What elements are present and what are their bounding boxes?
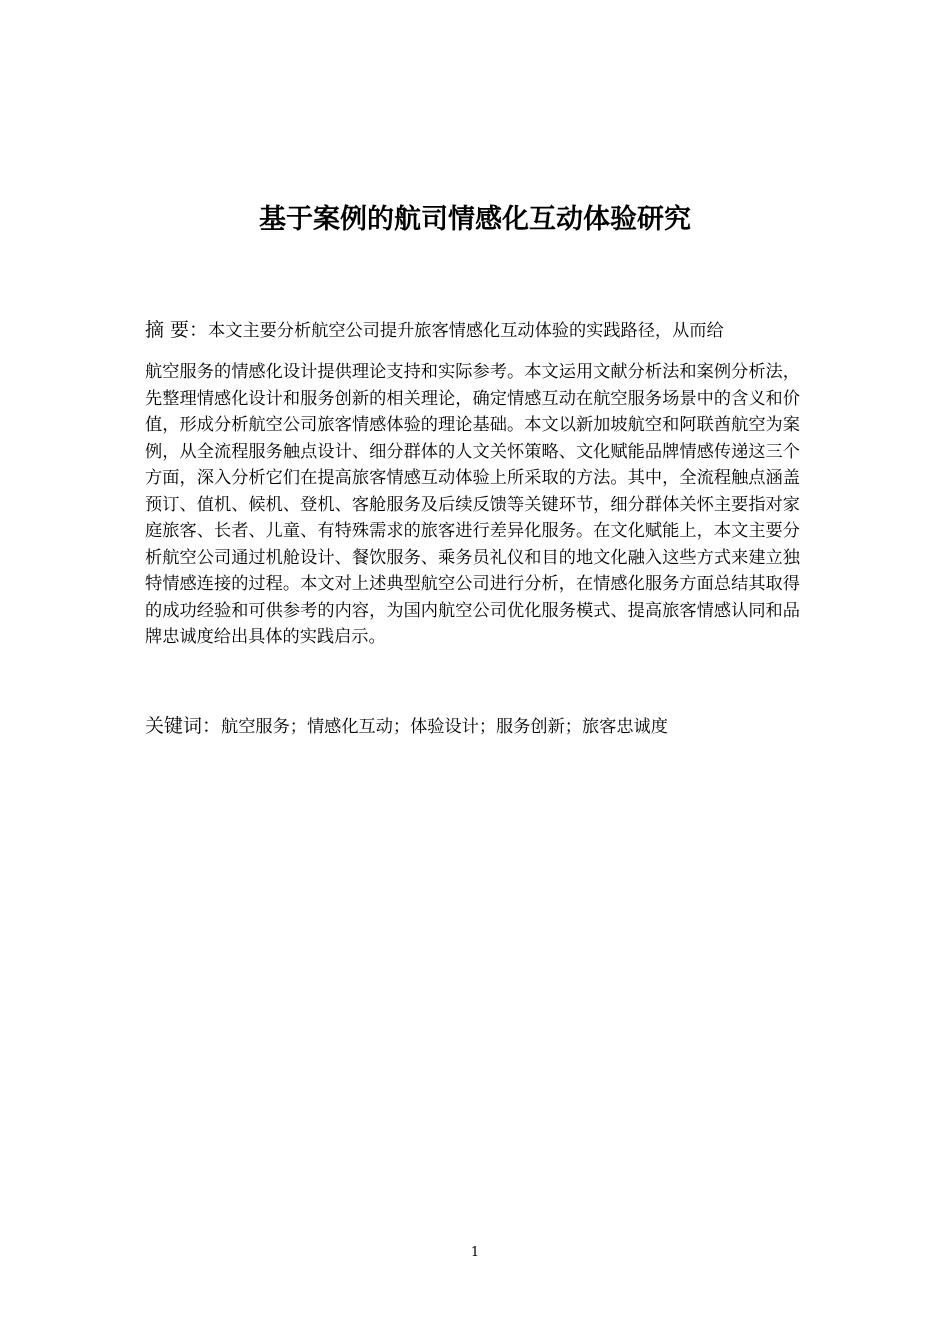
document-title: 基于案例的航司情感化互动体验研究 [259, 204, 691, 235]
page-number: 1 [470, 1245, 480, 1260]
abstract-opening-text: 本文主要分析航空公司提升旅客情感化互动体验的实践路径，从而给 [208, 321, 724, 341]
keywords-section [145, 710, 800, 743]
abstract-label: 摘 要： [145, 319, 209, 341]
abstract-body: 航空服务的情感化设计提供理论支持和实际参考。本文运用文献分析法和案例分析法，先整理情感化设计和服务创新的相关理论，确定情感互动在航空服务场景中的含义和价值，形成分析航空公司旅客情感体验的理论基础。本文以新加坡航空和阿联酋航空为案例，从全流程服务触点设计、细分群体的人文关怀策略、文化赋能品牌情感传递这三个方面，深入分析它们在提高旅客情感互动体验上所采取的方法。其中，全流程触点涵盖预订、值机、候机、登机、客舱服务及后续反馈等关键环节，细分群体关怀主要指对家庭旅客、长者、儿童、有特殊需求的旅客进行差异化服务。在文化赋能上，本文主要分析航空公司通过机舱设计、餐饮服务、乘务员礼仪和目的地文化融入这些方式来建立独特情感连接的过程。本文对上述典型航空公司进行分析，在情感化服务方面总结其取得的成功经验和可供参考的内容，为国内航空公司优化服务模式、提高旅客情感认同和品牌忠诚度给出具体的实践启示。 [145, 362, 800, 647]
keywords-label: 关键词： [145, 715, 222, 737]
abstract-first-line [145, 314, 800, 347]
abstract-section [145, 314, 800, 651]
keywords-text: 航空服务；情感化互动；体验设计；服务创新；旅客忠诚度 [221, 717, 668, 737]
